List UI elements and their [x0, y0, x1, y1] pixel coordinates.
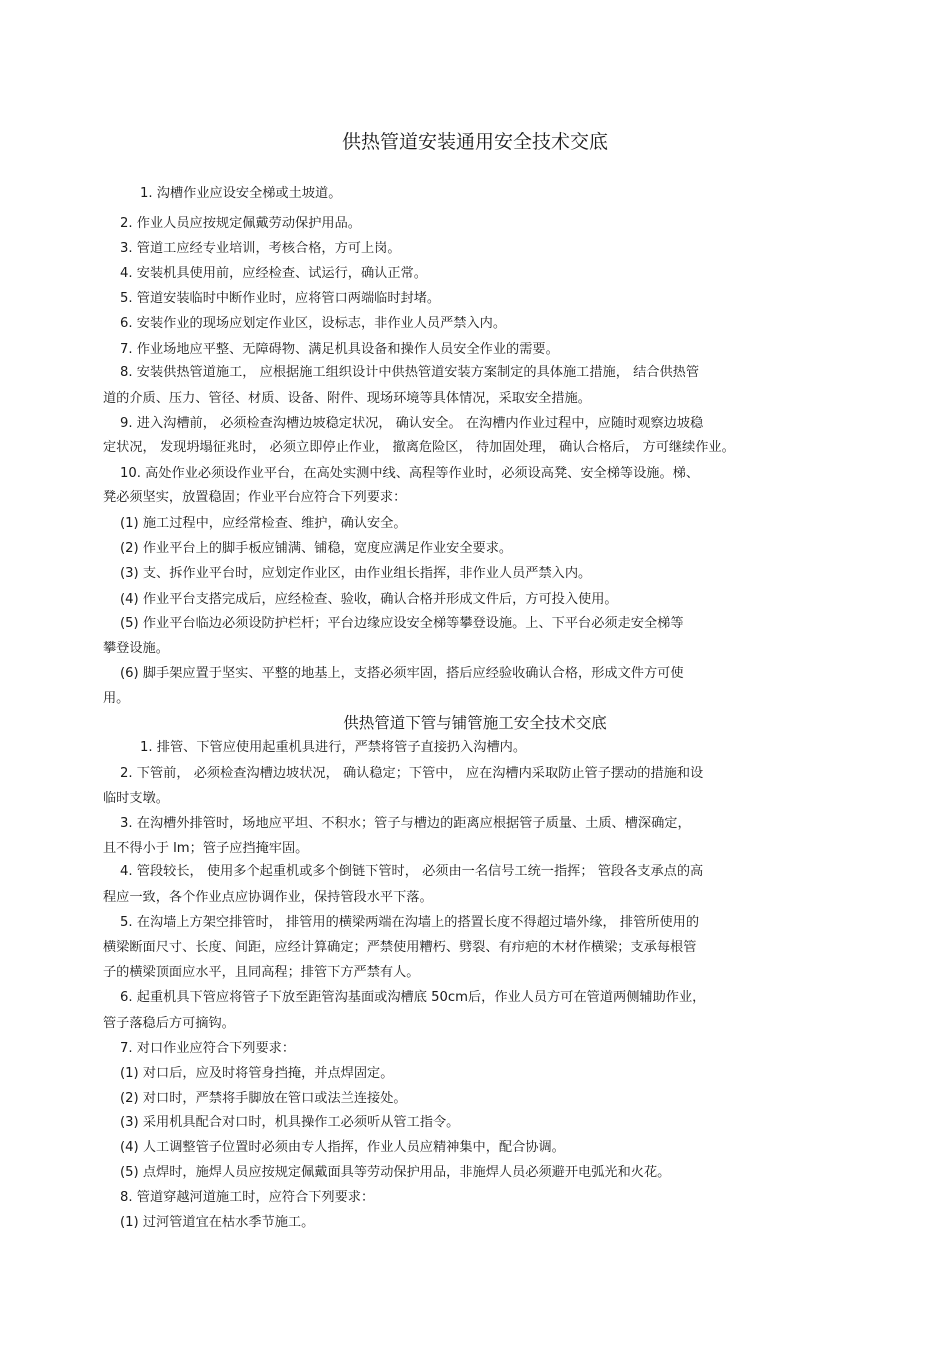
text-line: 1. 沟槽作业应设安全梯或土坡道。	[140, 186, 342, 201]
text-line: 子的横梁顶面应水平，且同高程；排管下方严禁有人。	[103, 965, 420, 980]
text-line: 管子落稳后方可摘钩。	[103, 1016, 235, 1031]
text-line: 2. 下管前， 必须检查沟槽边坡状况， 确认稳定；下管中， 应在沟槽内采取防止管子摆动的措施和设	[120, 766, 704, 781]
text-line: 7. 作业场地应平整、无障碍物、满足机具设备和操作人员安全作业的需要。	[120, 342, 559, 357]
text-line: 攀登设施。	[103, 641, 169, 656]
text-line: 6. 起重机具下管应将管子下放至距管沟基面或沟槽底 50cm后，作业人员方可在管道两侧辅助作业，	[120, 990, 706, 1005]
text-line: 2. 作业人员应按规定佩戴劳动保护用品。	[120, 216, 361, 231]
text-line: (3) 采用机具配合对口时，机具操作工必须听从管工指令。	[120, 1115, 460, 1130]
text-line: (1) 过河管道宜在枯水季节施工。	[120, 1215, 315, 1230]
text-line: (5) 作业平台临边必须设防护栏杆；平台边缘应设安全梯等攀登设施。上、下平台必须走安全梯等	[120, 616, 684, 631]
text-line: 用。	[103, 691, 130, 706]
text-line: 3. 管道工应经专业培训，考核合格，方可上岗。	[120, 241, 401, 256]
text-line: 横梁断面尺寸、长度、间距，应经计算确定；严禁使用糟朽、劈裂、有疖疤的木材作横梁；支承每根管	[103, 940, 697, 955]
text-line: 1. 排管、下管应使用起重机具进行，严禁将管子直接扔入沟槽内。	[140, 740, 527, 755]
text-line: 6. 安装作业的现场应划定作业区，设标志，非作业人员严禁入内。	[120, 316, 507, 331]
text-line: (1) 对口后，应及时将管身挡掩，并点焊固定。	[120, 1066, 394, 1081]
section-title-pipe-laying: 供热管道下管与铺管施工安全技术交底	[343, 714, 607, 732]
text-line: 3. 在沟槽外排管时，场地应平坦、不积水；管子与槽边的距离应根据管子质量、土质、槽深确定，	[120, 816, 691, 831]
text-line: (2) 对口时，严禁将手脚放在管口或法兰连接处。	[120, 1091, 407, 1106]
text-line: (5) 点焊时，施焊人员应按规定佩戴面具等劳动保护用品，非施焊人员必须避开电弧光和火花。	[120, 1165, 671, 1180]
text-line: 10. 高处作业必须设作业平台，在高处实测中线、高程等作业时，必须设高凳、安全梯等设施。梯、	[120, 466, 700, 481]
text-line: 程应一致，各个作业点应协调作业，保持管段水平下落。	[103, 890, 433, 905]
text-line: 4. 管段较长， 使用多个起重机或多个倒链下管时， 必须由一名信号工统一指挥； 管段各支承点的高	[120, 864, 704, 879]
text-line: (2) 作业平台上的脚手板应铺满、铺稳，宽度应满足作业安全要求。	[120, 541, 513, 556]
text-line: 8. 安装供热管道施工， 应根据施工组织设计中供热管道安装方案制定的具体施工措施， 结合供热管	[120, 365, 700, 380]
text-line: 7. 对口作业应符合下列要求：	[120, 1041, 296, 1056]
text-line: 凳必须坚实，放置稳固；作业平台应符合下列要求：	[103, 490, 407, 505]
text-line: (3) 支、拆作业平台时，应划定作业区，由作业组长指挥，非作业人员严禁入内。	[120, 566, 592, 581]
text-line: (1) 施工过程中，应经常检查、维护，确认安全。	[120, 516, 407, 531]
text-line: 且不得小于 lm；管子应挡掩牢固。	[103, 841, 309, 856]
text-line: 8. 管道穿越河道施工时，应符合下列要求：	[120, 1190, 375, 1205]
text-line: (4) 作业平台支搭完成后，应经检查、验收，确认合格并形成文件后，方可投入使用。	[120, 592, 618, 607]
text-line: 4. 安装机具使用前，应经检查、试运行，确认正常。	[120, 266, 427, 281]
text-line: 5. 在沟墙上方架空排管时， 排管用的横梁两端在沟墙上的搭置长度不得超过墙外缘， 排管所使用的	[120, 915, 700, 930]
page-title: 供热管道安装通用安全技术交底	[341, 131, 608, 153]
text-line: 临时支墩。	[103, 791, 169, 806]
text-line: 5. 管道安装临时中断作业时，应将管口两端临时封堵。	[120, 291, 441, 306]
text-line: 道的介质、压力、管径、材质、设备、附件、现场环境等具体情况，采取安全措施。	[103, 391, 591, 406]
text-line: (4) 人工调整管子位置时必须由专人指挥，作业人员应精神集中，配合协调。	[120, 1140, 565, 1155]
text-line: 9. 进入沟槽前， 必须检查沟槽边坡稳定状况， 确认安全。 在沟槽内作业过程中，应随时观察边坡稳	[120, 416, 704, 431]
text-line: (6) 脚手架应置于坚实、平整的地基上，支搭必须牢固，搭后应经验收确认合格，形成文件方可使	[120, 666, 684, 681]
text-line: 定状况， 发现坍塌征兆时， 必须立即停止作业， 撤离危险区， 待加固处理， 确认合格后， 方可继续作业。	[103, 440, 735, 455]
